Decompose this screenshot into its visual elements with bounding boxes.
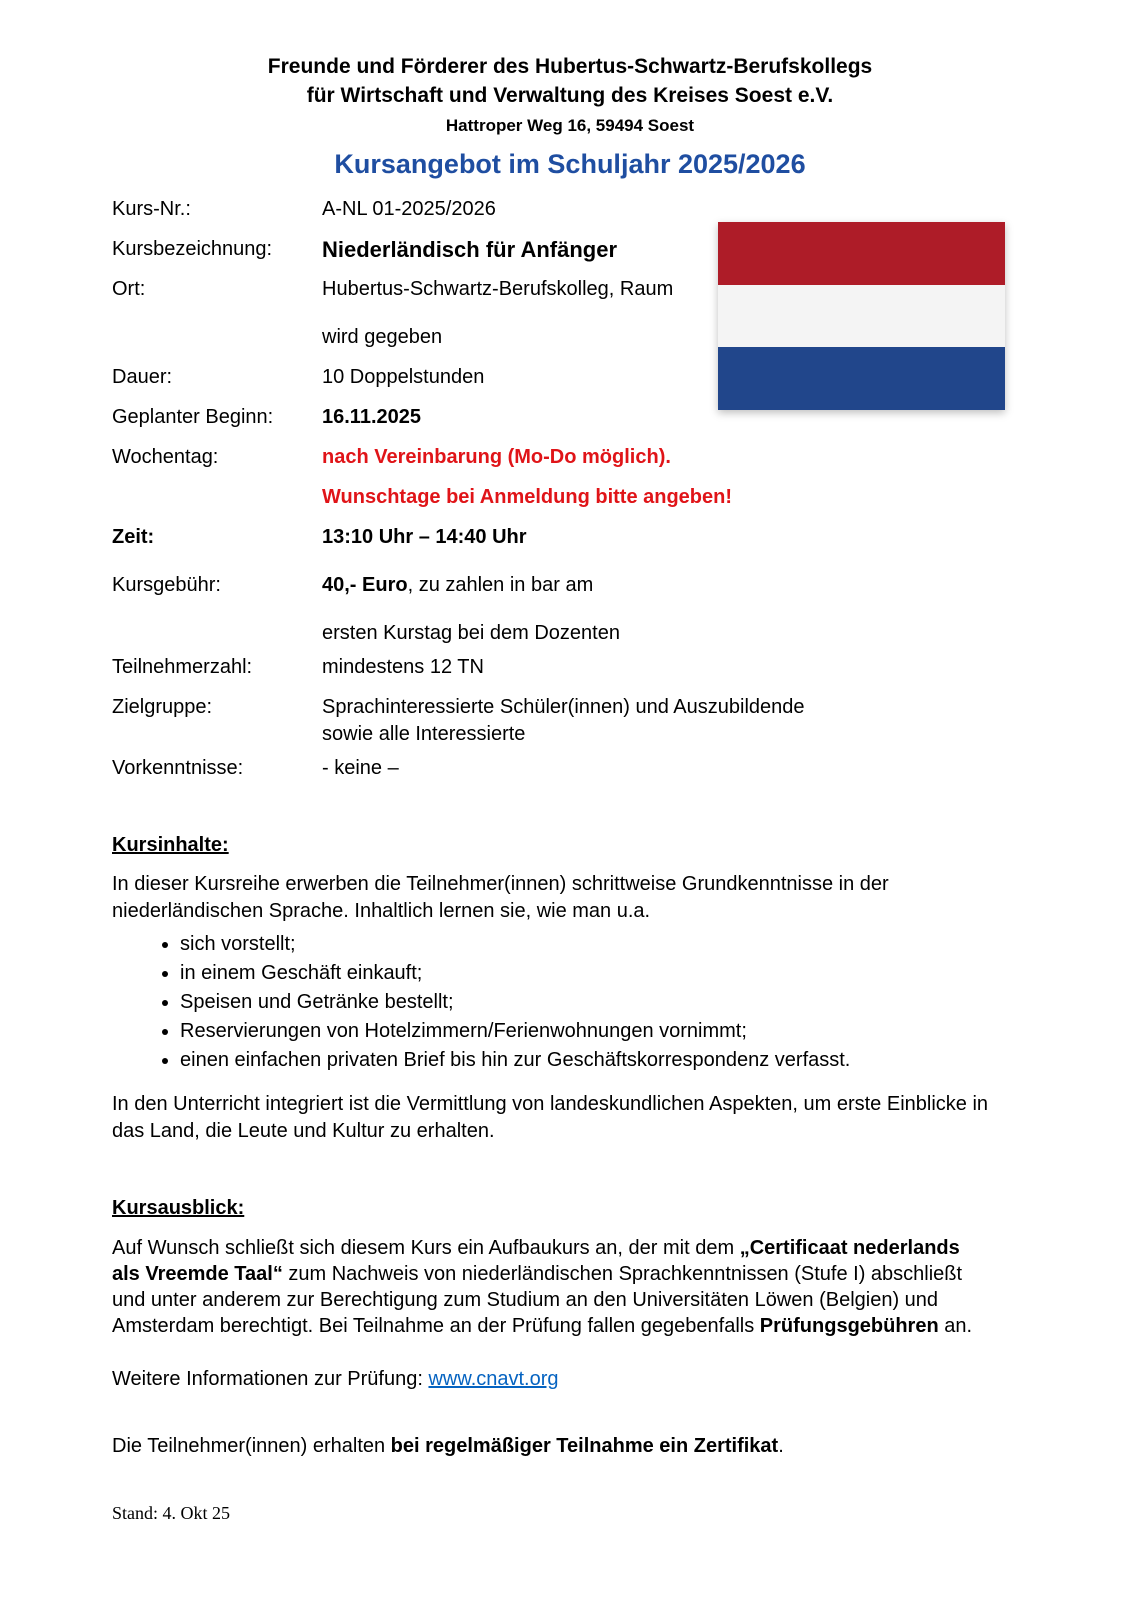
field-value-kursgebuehr	[322, 572, 1022, 599]
certificate-bold: bei regelmäßiger Teilnahme ein Zertifikat	[390, 1435, 779, 1457]
list-item: • sich vorstellt;	[180, 930, 972, 959]
field-label-spacer	[112, 324, 322, 351]
field-row-kurs-nr	[112, 196, 1022, 223]
field-label-wochentag: Wochentag:	[112, 446, 219, 468]
field-row-zielgruppe	[112, 694, 1022, 748]
field-row-zeit	[112, 524, 1022, 551]
field-value-zielgruppe-line2: sowie alle Interessierte	[322, 723, 526, 745]
field-label-zeit: Zeit:	[112, 526, 155, 548]
org-name-line1: Freunde und Förderer des Hubertus-Schwartz-Berufskollegs	[267, 55, 873, 78]
field-value-kursgebuehr-terms: , zu zahlen in bar am	[407, 574, 594, 596]
field-label-beginn: Geplanter Beginn:	[112, 406, 274, 428]
field-label-kurs-nr: Kurs-Nr.:	[112, 198, 191, 220]
flag-stripe-white	[718, 285, 1005, 348]
kursausblick-text-1: Auf Wunsch schließt sich diesem Kurs ein Aufbaukurs an, der mit dem	[112, 1237, 740, 1259]
kursinhalte-outro: In den Unterricht integriert ist die Vermittlung von landeskundlichen Aspekten, um erste Einblicke in das Land, die Leute und Kultur zu erhalten.	[112, 1093, 989, 1142]
field-label-teilnehmerzahl: Teilnehmerzahl:	[112, 656, 253, 678]
document-header	[0, 0, 1140, 137]
exam-info-text: Weitere Informationen zur Prüfung:	[112, 1368, 429, 1390]
field-value-zielgruppe	[322, 694, 1022, 748]
field-value-kursbezeichnung: Niederländisch für Anfänger	[322, 237, 618, 262]
field-value-teilnehmerzahl: mindestens 12 TN	[322, 656, 484, 678]
kursausblick-text-3: an.	[938, 1315, 973, 1337]
field-value-ort-line2: wird gegeben	[322, 326, 443, 348]
field-label-dauer: Dauer:	[112, 366, 173, 388]
field-label-kursbezeichnung: Kursbezeichnung:	[112, 238, 273, 260]
section-heading-kursausblick: Kursausblick:	[112, 1197, 245, 1219]
certificate-text-2: .	[778, 1435, 784, 1457]
field-value-dauer: 10 Doppelstunden	[322, 366, 485, 388]
org-name-line2: für Wirtschaft und Verwaltung des Kreises Soest e.V.	[306, 84, 834, 107]
field-value-zielgruppe-line1: Sprachinteressierte Schüler(innen) und Auszubildende	[322, 696, 805, 718]
field-label-kursgebuehr: Kursgebühr:	[112, 574, 221, 596]
field-label-vorkenntnisse: Vorkenntnisse:	[112, 757, 244, 779]
list-item: • Reservierungen von Hotelzimmern/Ferienwohnungen vornimmt;	[180, 1017, 972, 1046]
field-value-wochentag: nach Vereinbarung (Mo-Do möglich).	[322, 446, 671, 468]
kursinhalte-bullet-list	[112, 930, 972, 1075]
cnavt-link[interactable]: www.cnavt.org	[428, 1368, 559, 1390]
netherlands-flag-image	[718, 222, 1005, 410]
field-label-zielgruppe: Zielgruppe:	[112, 696, 213, 718]
kursausblick-certificate-name: „Certificaat nederlands als Vreemde Taal“	[112, 1237, 960, 1285]
kursinhalte-intro: In dieser Kursreihe erwerben die Teilnehmer(innen) schrittweise Grundkenntnisse in der niederländischen Sprache. Inhaltlich lernen sie, wie man u.a.	[112, 873, 889, 922]
field-value-kurs-nr: A-NL 01-2025/2026	[322, 198, 496, 220]
field-value-beginn: 16.11.2025	[322, 406, 421, 428]
field-label-ort: Ort:	[112, 278, 146, 300]
field-value-vorkenntnisse: - keine –	[322, 757, 399, 779]
field-row-vorkenntnisse	[112, 755, 1022, 782]
field-value-kursgebuehr-line2: ersten Kurstag bei dem Dozenten	[322, 622, 620, 644]
field-value-ort: Hubertus-Schwartz-Berufskolleg, Raum	[322, 278, 674, 300]
certificate-line	[112, 1433, 992, 1460]
field-label-spacer	[112, 620, 322, 647]
field-row-teilnehmerzahl	[112, 654, 1022, 681]
list-item: • in einem Geschäft einkauft;	[180, 959, 972, 988]
kursausblick-paragraph	[112, 1235, 992, 1339]
flag-stripe-red	[718, 222, 1005, 285]
kursausblick-fees: Prüfungsgebühren	[759, 1315, 939, 1337]
field-value-kursgebuehr-amount: 40,- Euro	[322, 574, 408, 596]
field-row-kursgebuehr	[112, 572, 1022, 599]
list-item: • einen einfachen privaten Brief bis hin zur Geschäftskorrespondenz verfasst.	[180, 1046, 972, 1075]
kursausblick-text-2: zum Nachweis von niederländischen Sprachkenntnissen (Stufe I) abschließt und unter anderem zur Berechtigung zum Studium an den Universitäten Löwen (Belgien) und Amsterdam berechtigt. Bei Teilnahme an der Prüfung fallen gegebenfalls	[112, 1263, 963, 1337]
certificate-text-1: Die Teilnehmer(innen) erhalten	[112, 1435, 391, 1457]
exam-info-line	[112, 1366, 992, 1393]
field-row-wochentag-continued	[112, 484, 1022, 511]
field-row-wochentag	[112, 444, 1022, 471]
page-title: Kursangebot im Schuljahr 2025/2026	[334, 149, 806, 179]
section-heading-kursinhalte: Kursinhalte:	[112, 834, 229, 856]
document-version-stamp: Stand: 4. Okt 25	[112, 1503, 231, 1523]
field-value-zeit: 13:10 Uhr – 14:40 Uhr	[322, 526, 527, 548]
org-address: Hattroper Weg 16, 59494 Soest	[445, 116, 695, 135]
list-item: • Speisen und Getränke bestellt;	[180, 988, 972, 1017]
field-row-kursgebuehr-continued	[112, 620, 1022, 647]
field-value-wochentag-line2: Wunschtage bei Anmeldung bitte angeben!	[322, 486, 733, 508]
flag-stripe-blue	[718, 347, 1005, 410]
field-label-spacer	[112, 484, 322, 511]
